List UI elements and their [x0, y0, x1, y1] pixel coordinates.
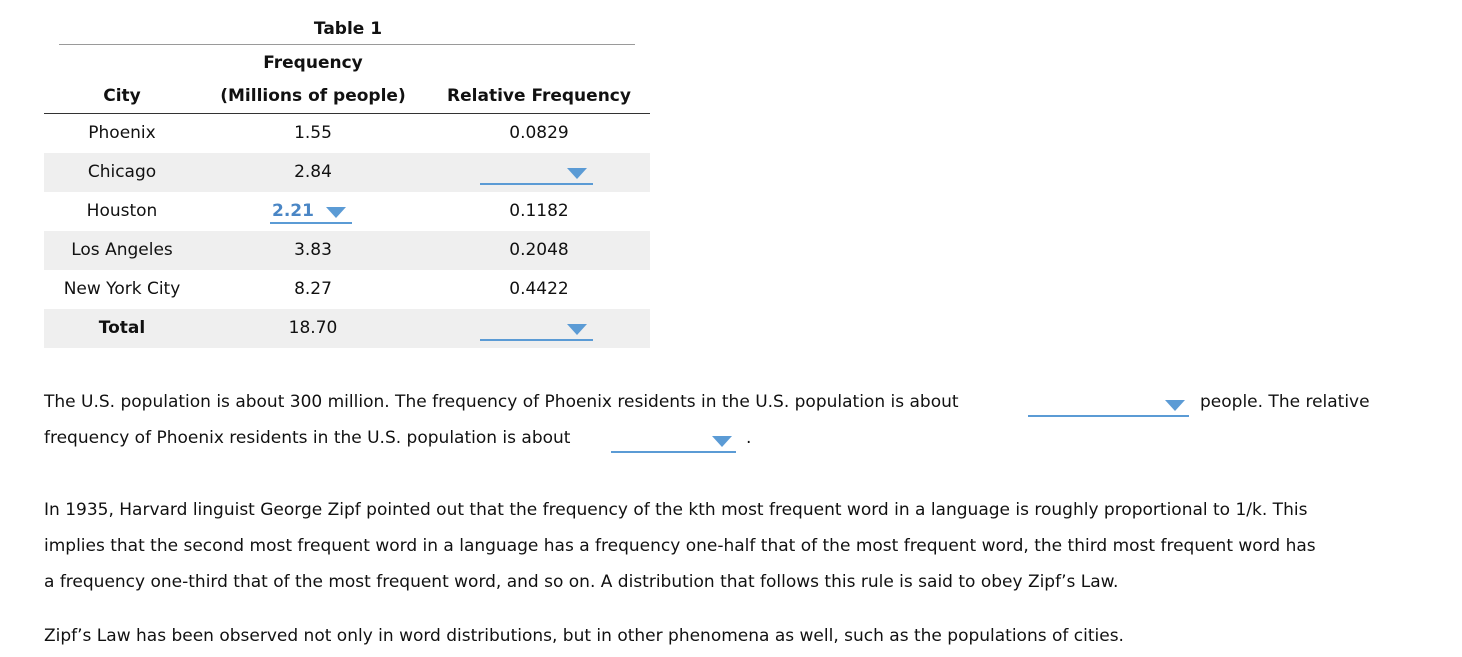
chevron-down-icon	[326, 207, 346, 218]
houston-frequency-value: 2.21	[272, 201, 314, 221]
relative-frequency-cell: 0.0829	[509, 123, 569, 143]
frequency-cell: 3.83	[294, 240, 332, 260]
phoenix-frequency-us-dropdown[interactable]	[1028, 393, 1189, 417]
paragraph-1-line-1-text: The U.S. population is about 300 million. The frequency of Phoenix residents in the U.S. population is about	[44, 392, 959, 412]
frequency-cell: 2.84	[294, 162, 332, 182]
chicago-relative-frequency-dropdown[interactable]	[480, 161, 593, 185]
paragraph-1-line-2-text: frequency of Phoenix residents in the U.S. population is about	[44, 428, 571, 448]
city-cell: Phoenix	[88, 123, 156, 143]
chevron-down-icon	[1165, 400, 1185, 411]
total-relative-frequency-dropdown[interactable]	[480, 317, 593, 341]
paragraph-2-line-3: a frequency one-third that of the most frequent word, and so on. A distribution that follows this rule is said to obey Zipf’s Law.	[44, 572, 1119, 592]
city-cell: Houston	[86, 201, 158, 221]
table-row	[44, 270, 650, 309]
relative-frequency-cell: 0.2048	[509, 240, 569, 260]
houston-frequency-dropdown[interactable]	[270, 200, 352, 224]
frequency-cell: 1.55	[294, 123, 332, 143]
paragraph-1-period: .	[746, 428, 752, 448]
phoenix-relative-frequency-us-dropdown[interactable]	[611, 429, 736, 453]
table-row	[44, 192, 650, 231]
frequency-cell: 8.27	[294, 279, 332, 299]
header-city: City	[103, 86, 141, 106]
city-cell: New York City	[63, 279, 181, 299]
header-relative-frequency: Relative Frequency	[447, 86, 631, 106]
table-row	[44, 231, 650, 270]
chevron-down-icon	[567, 324, 587, 335]
city-cell: Los Angeles	[71, 240, 173, 260]
table-row	[44, 114, 650, 153]
relative-frequency-cell: 0.4422	[509, 279, 569, 299]
paragraph-1-line-1-end: people. The relative	[1200, 392, 1370, 412]
city-cell: Chicago	[87, 162, 157, 182]
paragraph-3-line-1: Zipf’s Law has been observed not only in word distributions, but in other phenomena as well, such as the populations of cities.	[44, 626, 1124, 646]
paragraph-2-line-2: implies that the second most frequent word in a language has a frequency one-half that of the most frequent word, the third most frequent word has	[44, 536, 1316, 556]
relative-frequency-cell: 0.1182	[509, 201, 569, 221]
table-row	[44, 153, 650, 192]
paragraph-2-line-1: In 1935, Harvard linguist George Zipf pointed out that the frequency of the kth most frequent word in a language is roughly proportional to 1/k. This	[44, 500, 1308, 520]
total-frequency-cell: 18.70	[288, 318, 338, 338]
chevron-down-icon	[712, 436, 732, 447]
table-title: Table 1	[313, 19, 383, 39]
chevron-down-icon	[567, 168, 587, 179]
header-frequency-line2: (Millions of people)	[220, 86, 406, 106]
header-frequency-line1: Frequency	[263, 53, 363, 73]
data-table	[44, 12, 650, 352]
table-row-total	[44, 309, 650, 348]
title-divider	[59, 44, 635, 45]
total-label: Total	[98, 318, 146, 338]
